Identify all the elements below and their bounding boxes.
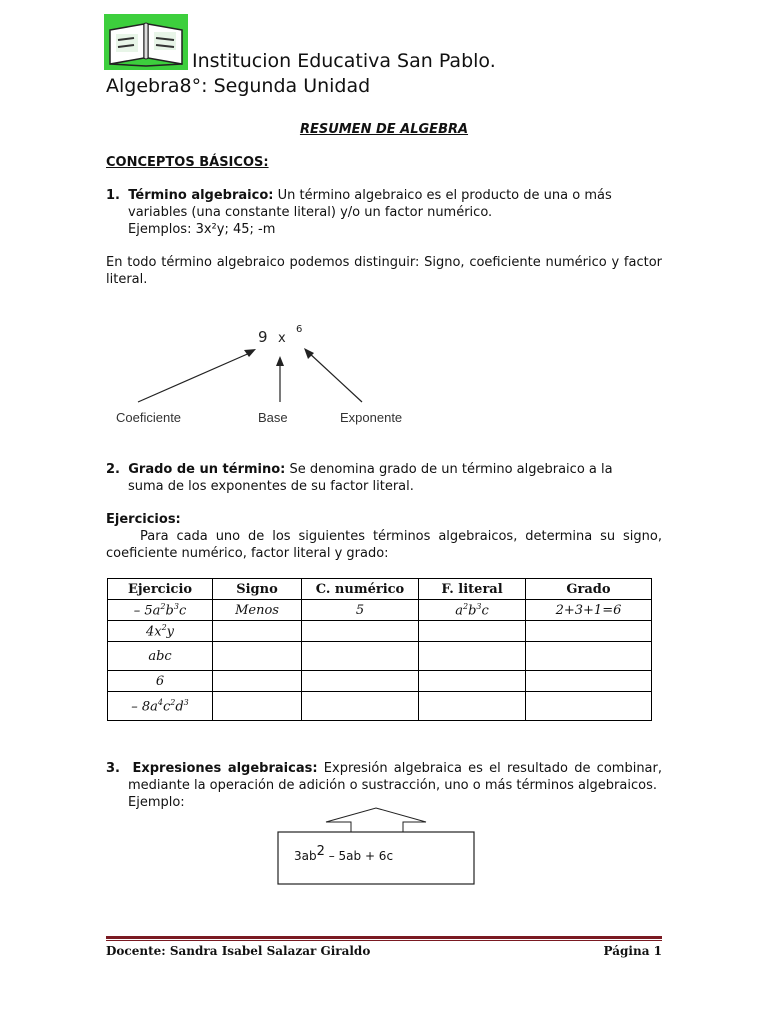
item-text: Un término algebraico es el producto de una o más	[273, 188, 612, 203]
cell-literal	[419, 621, 526, 642]
item-number: 3.	[106, 761, 120, 776]
label-base: Base	[258, 410, 288, 425]
table-row	[108, 642, 652, 671]
item-expresiones-algebraicas	[106, 760, 662, 811]
diagram-times: x	[278, 331, 286, 346]
cell-grado	[526, 671, 652, 692]
book-logo	[104, 14, 188, 70]
cell-ejercicio: abc	[108, 642, 213, 671]
cell-coef	[302, 621, 419, 642]
label-coeficiente: Coeficiente	[116, 410, 182, 425]
cell-ejercicio: – $5a^2b^3c$	[108, 600, 213, 621]
table-header-row	[108, 579, 652, 600]
col-ejercicio: Ejercicio	[108, 579, 213, 600]
item-text-cont: variables (una constante literal) y/o un factor numérico.	[128, 205, 493, 220]
item-number: 2.	[106, 462, 120, 477]
cell-literal	[419, 642, 526, 671]
cell-signo	[213, 692, 302, 721]
col-coef: C. numérico	[302, 579, 419, 600]
exercise-table	[107, 578, 652, 721]
table-row	[108, 692, 652, 721]
cell-grado: 2+3+1=6	[526, 600, 652, 621]
cell-signo: Menos	[213, 600, 302, 621]
table-row	[108, 671, 652, 692]
arrow-exponente	[308, 352, 362, 402]
footer-teacher: Docente: Sandra Isabel Salazar Giraldo	[106, 944, 371, 958]
cell-literal	[419, 671, 526, 692]
footer-rule	[106, 936, 662, 939]
table-row	[108, 621, 652, 642]
label-exponente: Exponente	[340, 410, 403, 425]
col-signo: Signo	[213, 579, 302, 600]
item-text: Expresión algebraica es el resultado de combinar, mediante la operación de adición o sustracción, uno o más términos algebraicos.	[128, 761, 662, 793]
footer-rule-thin	[106, 940, 662, 941]
cell-coef	[302, 671, 419, 692]
item-term: Expresiones algebraicas:	[132, 761, 318, 776]
cell-coef	[302, 692, 419, 721]
item-examples: Ejemplos: 3x²y; 45; -m	[128, 222, 276, 237]
footer-page-number: Página 1	[603, 944, 662, 958]
cell-signo	[213, 671, 302, 692]
cell-coef: 5	[302, 600, 419, 621]
diagram-base-text: 9	[258, 328, 268, 346]
table-row	[108, 600, 652, 621]
item-term: Grado de un término:	[128, 462, 286, 477]
exercises-heading: Ejercicios:	[106, 512, 181, 527]
col-grado: Grado	[526, 579, 652, 600]
school-name: Institucion Educativa San Pablo.	[192, 50, 496, 72]
item-term: Término algebraico:	[128, 188, 274, 203]
item-text-cont: suma de los exponentes de su factor literal.	[128, 479, 414, 494]
term-parts-diagram	[112, 318, 412, 430]
expression-text: $3ab^2 - 5ab + 6c$	[294, 844, 394, 863]
cell-literal: $a^2b^3c$	[419, 600, 526, 621]
cell-grado	[526, 692, 652, 721]
cell-ejercicio: 6	[108, 671, 213, 692]
paragraph-distinguir: En todo término algebraico podemos distinguir: Signo, coeficiente numérico y factor literal.	[106, 255, 662, 287]
item-text: Se denomina grado de un término algebraico a la	[285, 462, 613, 477]
course-title: Algebra8°: Segunda Unidad	[106, 75, 371, 97]
section-heading: CONCEPTOS BÁSICOS:	[106, 155, 269, 170]
cell-grado	[526, 621, 652, 642]
diagram-exponent: 6	[296, 324, 303, 335]
cell-literal	[419, 692, 526, 721]
cell-ejercicio: – $8a^4c^2d^3$	[108, 692, 213, 721]
cell-ejercicio: $4x^2y$	[108, 621, 213, 642]
exercises-instructions: Para cada uno de los siguientes términos algebraicos, determina su signo, coeficiente numérico, factor literal y grado:	[106, 529, 662, 561]
page-footer	[106, 944, 662, 958]
example-label: Ejemplo:	[128, 795, 185, 810]
item-number: 1.	[106, 188, 120, 203]
cell-signo	[213, 642, 302, 671]
cell-grado	[526, 642, 652, 671]
arrow-coeficiente	[138, 352, 252, 402]
col-literal: F. literal	[419, 579, 526, 600]
page-title: RESUMEN DE ALGEBRA	[299, 122, 469, 137]
cell-signo	[213, 621, 302, 642]
item-termino-algebraico	[106, 187, 662, 238]
cell-coef	[302, 642, 419, 671]
item-grado-termino	[106, 461, 662, 495]
